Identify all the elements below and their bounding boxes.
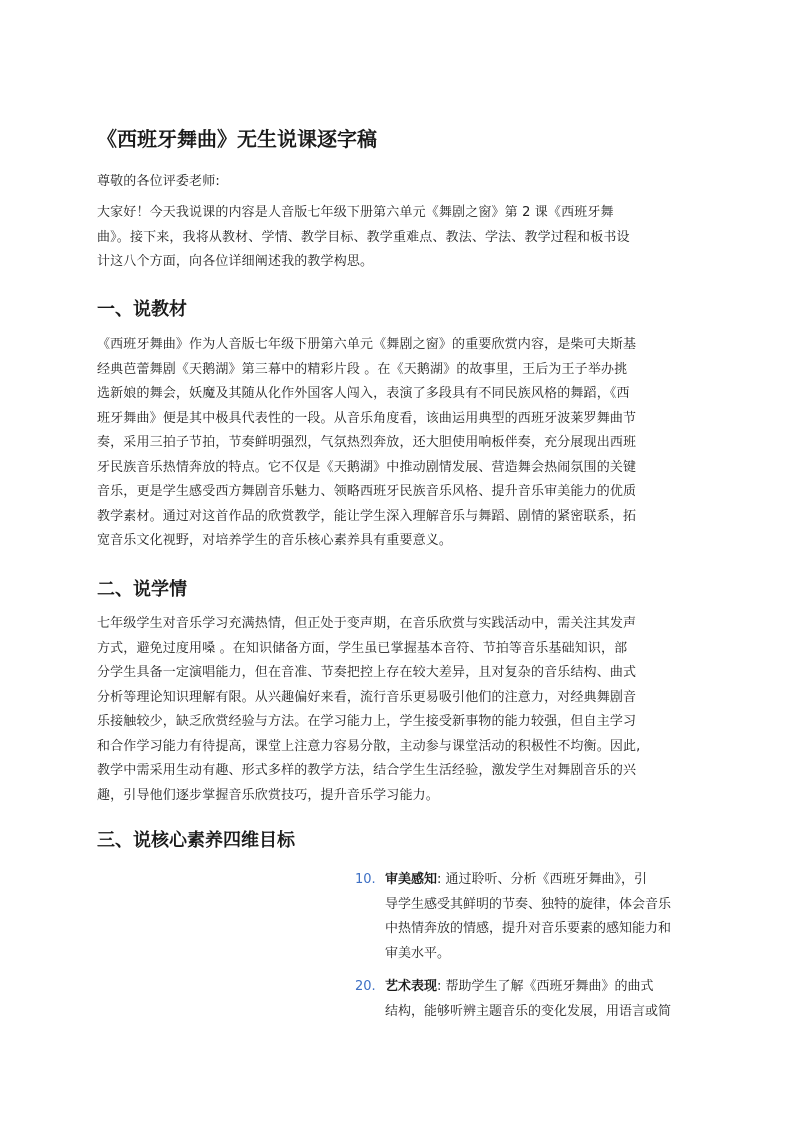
paragraph-line: 奏，采用三拍子节拍，节奏鲜明强烈，气氛热烈奔放，还大胆使用响板伴奏，充分展现出西班 — [97, 435, 637, 450]
goal-term: 艺术表现 — [385, 979, 438, 994]
paragraph-line: 音乐，更是学生感受西方舞剧音乐魅力、领略西班牙民族音乐风格、提升音乐审美能力的优质 — [97, 484, 637, 499]
document-page — [97, 0, 702, 1122]
greeting — [97, 170, 702, 195]
intro-line: 计这八个方面，向各位详细阐述我的教学构思。 — [97, 254, 374, 269]
section-heading-learners: 二、说学情 — [97, 579, 187, 600]
list-number: 20. — [355, 979, 376, 994]
goals-list — [355, 868, 702, 1024]
paragraph-line: 教学中需采用生动有趣、形式多样的教学方法，结合学生生活经验，激发学生对舞剧音乐的兴 — [97, 763, 637, 778]
paragraph-line: 趣，引导他们逐步掌握音乐欣赏技巧，提升音乐学习能力。 — [97, 787, 439, 803]
goal-lead-text: : 通过聆听、分析《西班牙舞曲》，引 — [437, 872, 648, 887]
paragraph-line: 乐接触较少，缺乏欣赏经验与方法。在学习能力上，学生接受新事物的能力较强，但自主学习 — [97, 714, 637, 729]
textbook-paragraph — [97, 333, 702, 554]
paragraph-line: 分学生具备一定演唱能力，但在音准、节奏把控上存在较大差异，且对复杂的音乐结构、曲式 — [97, 665, 637, 680]
paragraph-line: 七年级学生对音乐学习充满热情，但正处于变声期，在音乐欣赏与实践活动中，需关注其发声 — [97, 616, 637, 631]
list-item — [355, 975, 702, 1024]
list-item — [355, 868, 702, 966]
goal-line: 结构，能够听辨主题音乐的变化发展，用语言或简 — [385, 1003, 672, 1019]
goal-line: 中热情奔放的情感，提升对音乐要素的感知能力和 — [385, 921, 672, 936]
intro-paragraph — [97, 201, 702, 275]
document-title: 《西班牙舞曲》无生说课逐字稿 — [97, 127, 377, 151]
paragraph-line: 分析等理论知识理解有限。从兴趣偏好来看，流行音乐更易吸引他们的注意力，对经典舞剧音 — [97, 689, 637, 705]
paragraph-line: 《西班牙舞曲》作为人音版七年级下册第六单元《舞剧之窗》的重要欣赏内容，是柴可夫斯基 — [97, 337, 637, 352]
goal-term: 审美感知 — [385, 872, 438, 887]
paragraph-line: 和合作学习能力有待提高，课堂上注意力容易分散，主动参与课堂活动的积极性不均衡。因此, — [97, 738, 641, 754]
paragraph-line: 宽音乐文化视野，对培养学生的音乐核心素养具有重要意义。 — [97, 533, 453, 548]
paragraph-line: 选新娘的舞会，妖魔及其随从化作外国客人闯入，表演了多段具有不同民族风格的舞蹈，《西 — [97, 386, 630, 401]
goal-lead-text: : 帮助学生了解《西班牙舞曲》的曲式 — [437, 979, 654, 994]
section-heading-textbook: 一、说教材 — [97, 299, 187, 320]
goal-line: 审美水平。 — [385, 945, 451, 961]
greeting-line: 尊敬的各位评委老师: — [97, 174, 220, 189]
learners-paragraph — [97, 612, 702, 808]
paragraph-line: 经典芭蕾舞剧《天鹅湖》第三幕中的精彩片段 。在《天鹅湖》的故事里，王后为王子举办挑 — [97, 361, 628, 377]
section-heading-goals: 三、说核心素养四维目标 — [97, 830, 295, 851]
intro-line: 曲》。接下来，我将从教材、学情、教学目标、教学重难点、教法、学法、教学过程和板书设 — [97, 229, 630, 245]
paragraph-line: 牙民族音乐热情奔放的特点。它不仅是《天鹅湖》中推动剧情发展、营造舞会热闹氛围的关键 — [97, 459, 637, 475]
paragraph-line: 班牙舞曲》便是其中极具代表性的一段。从音乐角度看，该曲运用典型的西班牙波莱罗舞曲节 — [97, 410, 637, 426]
goal-first-line — [370, 975, 702, 1000]
paragraph-line: 方式，避免过度用嗓 。在知识储备方面，学生虽已掌握基本音符、节拍等音乐基础知识，部 — [97, 640, 628, 656]
intro-line: 大家好！今天我说课的内容是人音版七年级下册第六单元《舞剧之窗》第 2 课《西班牙舞 — [97, 205, 614, 220]
list-number: 10. — [355, 872, 376, 887]
paragraph-line: 教学素材。通过对这首作品的欣赏教学，能让学生深入理解音乐与舞蹈、剧情的紧密联系，拓 — [97, 508, 637, 524]
goal-first-line — [370, 868, 702, 893]
goal-line: 导学生感受其鲜明的节奏、独特的旋律，体会音乐 — [385, 896, 672, 912]
